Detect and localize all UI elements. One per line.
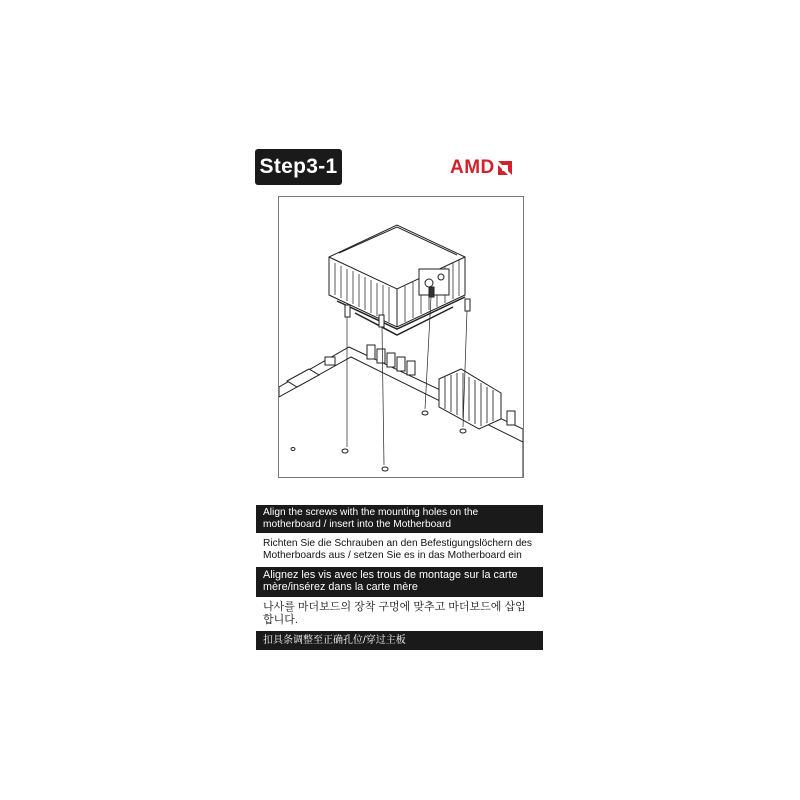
cooler-diagram — [279, 197, 523, 477]
instruction-korean: 나사를 마더보드의 장착 구멍에 맞추고 마더보드에 삽입합니다. — [256, 598, 543, 629]
instruction-german: Richten Sie die Schrauben an den Befestigungslöchern des Motherboards aus / setzen Sie es in das Motherboard ein — [256, 534, 543, 566]
amd-arrow-icon — [497, 160, 513, 176]
step-badge: Step3-1 — [255, 149, 342, 185]
instruction-panel — [256, 503, 543, 649]
cooler-installation-illustration — [278, 196, 524, 478]
instruction-chinese: 扣具条调整至正确孔位/穿过主板 — [256, 631, 543, 650]
amd-logo — [450, 156, 513, 180]
instruction-english: Align the screws with the mounting holes on the motherboard / insert into the Motherboard — [256, 505, 543, 533]
brand-text: AMD — [450, 157, 495, 178]
instruction-french: Alignez les vis avec les trous de montage sur la carte mère/insérez dans la carte mère — [256, 567, 543, 597]
